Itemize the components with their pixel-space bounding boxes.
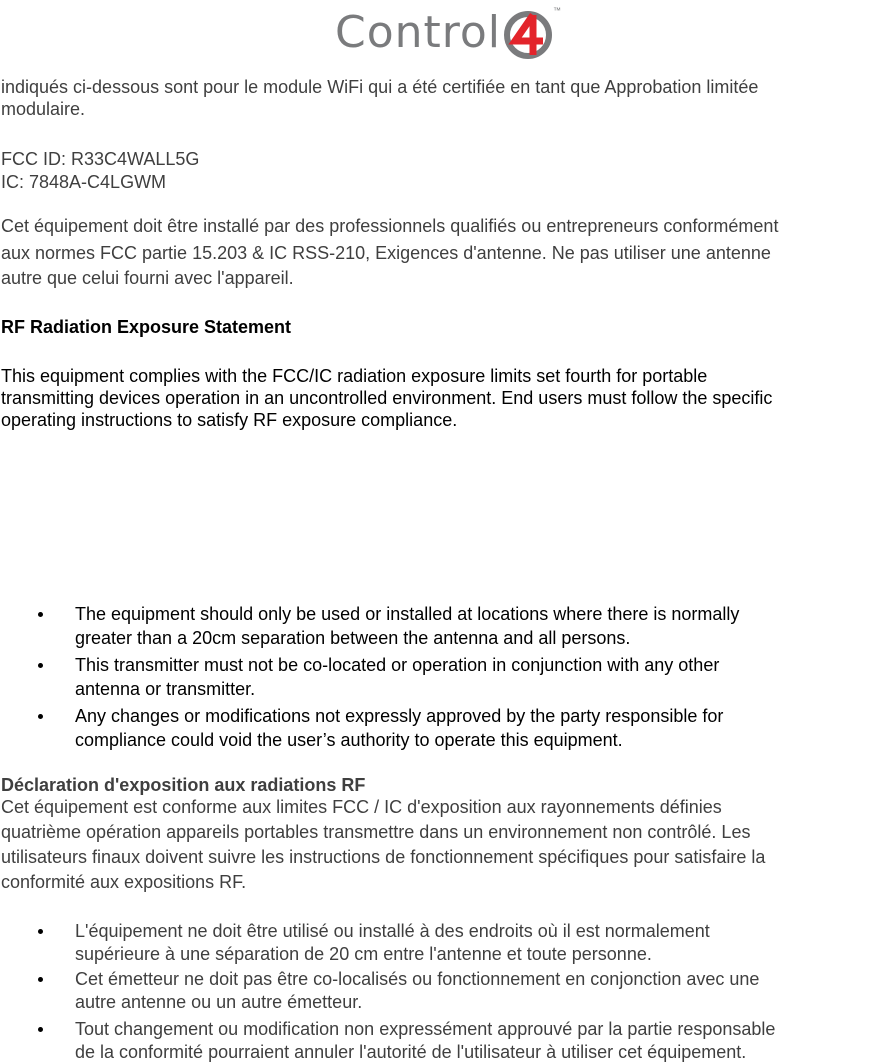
rf-body-en-1: This equipment complies with the FCC/IC radiation exposure limits set fourth for portable [1,366,708,386]
logo-4-mark-icon [503,5,553,61]
intro-line-2: modulaire. [1,99,86,119]
list-item: This transmitter must not be co-located or operation in conjunction with any other [75,655,720,675]
list-item: Cet émetteur ne doit pas être co-localisés ou fonctionnement en conjonction avec une [75,969,760,989]
list-item: compliance could void the user’s authority to operate this equipment. [75,730,623,750]
rf-heading-fr: Déclaration d'exposition aux radiations RF [1,775,366,795]
rf-body-en-2: transmitting devices operation in an uncontrolled environment. End users must follow the specific [1,388,773,408]
install-line-3: autre que celui fourni avec l'appareil. [1,268,294,288]
bullet-icon [36,654,44,676]
intro-line-1: indiqués ci-dessous sont pour le module WiFi qui a été certifiée en tant que Approbation limitée [1,77,759,97]
bullet-icon [36,920,44,942]
rf-body-fr-4: conformité aux expositions RF. [1,872,247,892]
trademark-symbol: ™ [553,6,562,15]
install-line-1: Cet équipement doit être installé par des professionnels qualifiés ou entrepreneurs conformément [1,216,779,236]
ic-id: IC: 7848A-C4LGWM [1,172,167,192]
list-item: supérieure à une séparation de 20 cm entre l'antenne et toute personne. [75,944,652,964]
list-item: greater than a 20cm separation between the antenna and all persons. [75,628,631,648]
rf-body-fr-2: quatrième opération appareils portables transmettre dans un environnement non contrôlé. Les [1,822,751,842]
bullet-icon [36,705,44,727]
list-item: Tout changement ou modification non expressément approuvé par la partie responsable [75,1019,776,1039]
rf-body-fr-3: utilisateurs finaux doivent suivre les instructions de fonctionnement spécifiques pour satisfaire la [1,847,766,867]
install-line-2: aux normes FCC partie 15.203 & IC RSS-210, Exigences d'antenne. Ne pas utiliser une antenne [1,243,771,263]
list-item: de la conformité pourraient annuler l'autorité de l'utilisateur à utiliser cet équipement. [75,1042,747,1062]
fcc-id: FCC ID: R33C4WALL5G [1,149,200,169]
list-item: Any changes or modifications not expressly approved by the party responsible for [75,706,724,726]
list-item: autre antenne ou un autre émetteur. [75,992,363,1012]
logo-wordmark: Control [334,7,502,58]
bullet-icon [36,968,44,990]
list-item: The equipment should only be used or installed at locations where there is normally [75,604,740,624]
list-item: L'équipement ne doit être utilisé ou installé à des endroits où il est normalement [75,921,710,941]
rf-body-en-3: operating instructions to satisfy RF exposure compliance. [1,410,458,430]
list-item: antenna or transmitter. [75,679,256,699]
bullet-icon [36,603,44,625]
control4-logo [298,0,598,66]
bullet-icon [36,1018,44,1040]
rf-body-fr-1: Cet équipement est conforme aux limites FCC / IC d'exposition aux rayonnements définies [1,797,722,817]
rf-heading-en: RF Radiation Exposure Statement [1,317,292,337]
